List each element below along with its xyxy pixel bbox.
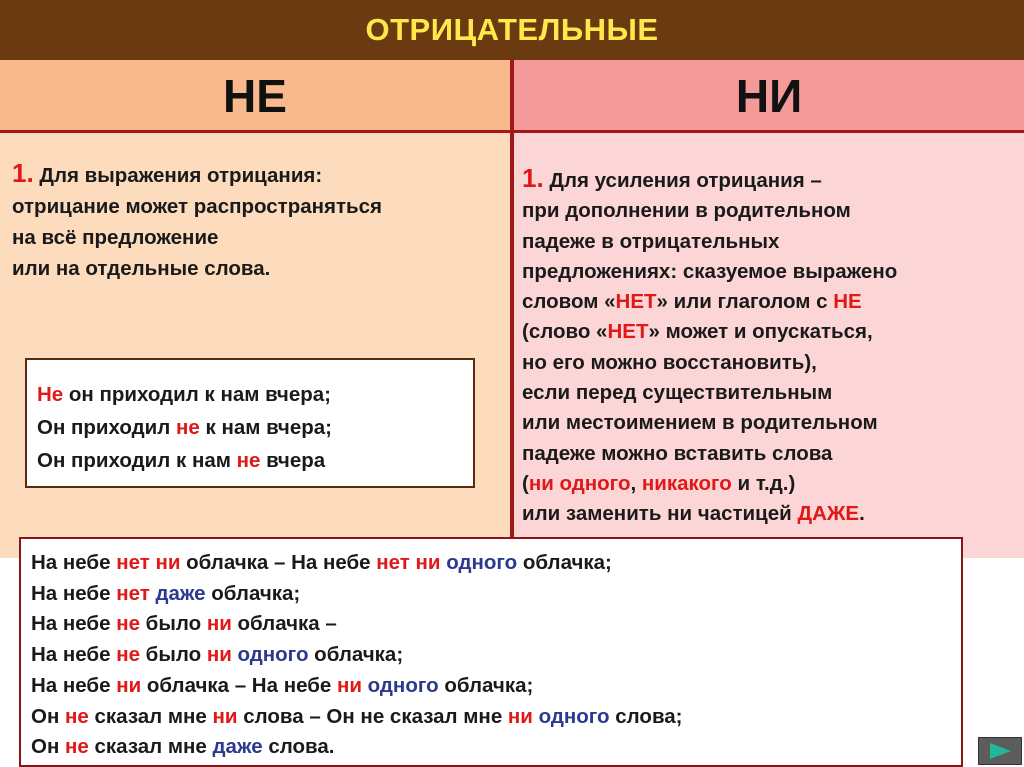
example-line: На небе нет даже облачка; xyxy=(31,581,301,605)
example-line: Он приходил к нам не вчера xyxy=(37,449,326,472)
slide-title: ОТРИЦАТЕЛЬНЫЕ xyxy=(0,0,1024,60)
example-line: На небе не было ни облачка – xyxy=(31,612,337,636)
bottom-examples-box xyxy=(19,537,963,767)
column-header-ni: НИ xyxy=(514,60,1024,132)
left-examples-box xyxy=(25,358,475,488)
example-line: На небе ни облачка – На небе ни одного облачка; xyxy=(31,673,534,697)
example-line: Он не сказал мне ни слова – Он не сказал мне ни одного слова; xyxy=(31,704,683,728)
example-line: Не он приходил к нам вчера; xyxy=(37,383,331,406)
column-divider xyxy=(510,60,514,560)
example-line: На небе нет ни облачка – На небе нет ни одного облачка; xyxy=(31,551,612,574)
example-line: Он не сказал мне даже слова. xyxy=(31,735,335,759)
next-slide-button[interactable] xyxy=(978,737,1022,765)
example-line: На небе не было ни одного облачка; xyxy=(31,643,404,667)
play-triangle-icon xyxy=(987,742,1013,760)
example-line: Он приходил не к нам вчера; xyxy=(37,416,332,439)
column-header-ne: НЕ xyxy=(0,60,510,132)
right-rule-text: 1. Для усиления отрицания – при дополнении в родительном падеже в отрицательных предложениях: сказуемое выражено словом «НЕТ» или глаголом с НЕ (слово «НЕТ» может и опускаться, но его можно восстановить), если перед существительным или местоимением в родительном падеже можно вставить слова (ни одного, никакого и т.д.) или заменить ни частицей ДАЖЕ. xyxy=(522,163,898,526)
header-divider xyxy=(0,130,1024,133)
left-rule-text: 1. Для выражения отрицания: отрицание может распространяться на всё предложение или на отдельные слова. xyxy=(12,158,382,280)
